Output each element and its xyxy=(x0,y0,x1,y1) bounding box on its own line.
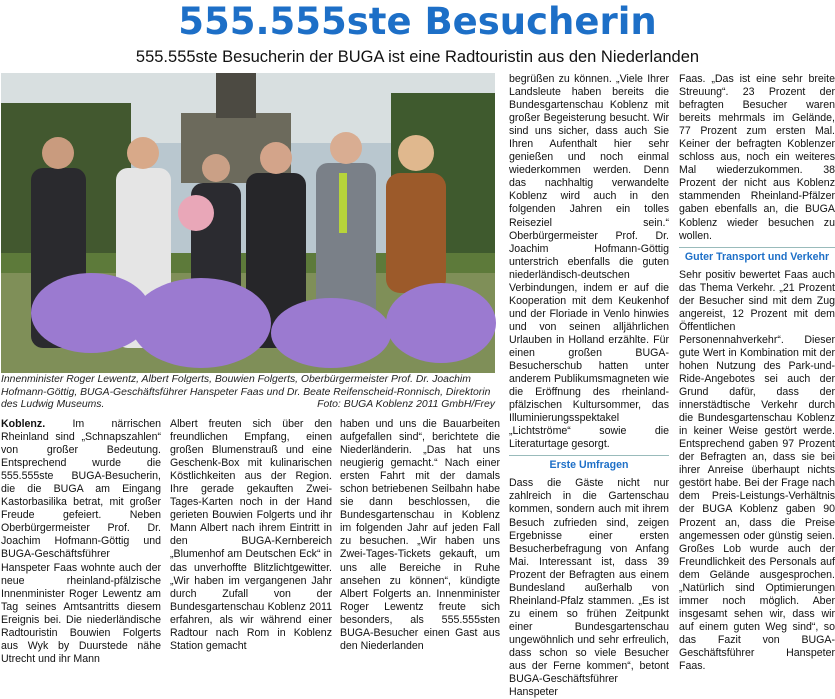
column-4-text-a: begrüßen zu können. „Viele Ihrer Landsleute haben bereits die Bundesgartenschau Koblenz mit großer Begeisterung besucht. Wir sind uns sicher, dass auch Sie Ihren Aufenthalt hier sehr genießen und noch einmal wiederkommen werden. Denn das nachhaltig verwandelte Koblenz wird auch in den folgenden Jahren ein tolles Reiseziel sein.“ Oberbürgermeister Prof. Dr. Joachim Hofmann-Göttig unterstrich ebenfalls die guten niederländisch-deutschen Verbindungen, indem er auf die Kooperation mit dem Keukenhof und der Floriade in Venlo hinwies und von seinen alljährlichen Urlauben in Holland erzählte. Für einen großen BUGA-Besucherschub hatten unter anderem Publikumsmagneten wie die Eröffnung des rheinland-pfälzischen Kultursommer, das Illuminierungsspektakel „Lichtströme“ sowie die Literaturtage gesorgt. xyxy=(509,73,669,451)
text-column-1 xyxy=(1,418,161,665)
headline: 555.555ste Besucherin xyxy=(178,0,657,43)
column-5-text-b: Sehr positiv bewertet Faas auch das Thema Verkehr. „21 Prozent der Besucher sind mit dem Zug angereist, 12 Prozent mit dem Öffentlichen Personennahverkehr“. Dieser gute Wert in Kombination mit der hohen Nutzung des Park-und-Ride-Angebotes sei auch der Grund dafür, dass der innerstädtische Verkehr durch die Bundesgartenschau Koblenz in keiner Weise gestört werde. Entsprechend gaben 97 Prozent der Befragten an, dass sie bei ihrer Anreise überhaupt nichts gestört habe. Bei der Frage nach dem Preis-Leistungs-Verhältnis der BUGA Koblenz gaben 90 Prozent an, dass die Preise angemessen oder günstig seien. Großes Lob wurde auch der Freundlichkeit des Personals auf dem Gelände ausgesprochen. „Natürlich sind Optimierungen immer noch möglich. Aber insgesamt sehen wir, dass wir auf einem guten Weg sind“, so das Fazit von BUGA-Geschäftsführer Hanspeter Faas. xyxy=(679,268,835,673)
text-column-4 xyxy=(509,73,669,699)
column-4-text-b: Dass die Gäste nicht nur zahlreich in die Gartenschau kommen, sondern auch mit ihrem Besuch zufrieden sind, zeigen Ergebnisse einer ersten Besucherbefragung von Anfang Mai. Interessant ist, dass 39 Prozent der Befragten aus einem Bundesland außerhalb von Rheinland-Pfalz stammen. „Es ist zu einem so frühen Zeitpunkt einer Bundesgartenschau ungewöhnlich und sehr erfreulich, dass schon so viele Besucher aus der Ferne kommen“, betont BUGA-Geschäftsführer Hanspeter xyxy=(509,477,669,699)
subhead-transport: Guter Transport und Verkehr xyxy=(679,247,835,264)
column-1-text: Im närrischen Rheinland sind „Schnapszahlen“ von großer Bedeutung. Entsprechend wurde die 555.555ste BUGA-Besucherin, die die BUGA am Eingang Kastorbasilika betrat, mit großer Freude gefeiert. Neben Oberbürgermeister Prof. Dr. Joachim Hofmann-Göttig und BUGA-Geschäftsführer Hanspeter Faas wohnte auch der neue rheinland-pfälzische Innenminister Roger Lewentz am Tag seines Amtsantritts diesem Ereignis bei. Die niederländische Radtouristin Bouwien Folgerts aus Wyk by Duurstede nähe Utrecht und ihr Mann xyxy=(1,418,161,665)
flower-bouquet xyxy=(178,195,214,231)
article-photo xyxy=(1,73,495,373)
text-column-2 xyxy=(170,418,332,652)
subheadline: 555.555ste Besucherin der BUGA ist eine Radtouristin aus den Niederlanden xyxy=(135,48,700,66)
column-5-text-a: Faas. „Das ist eine sehr breite Streuung“. 23 Prozent der befragten Besucher waren bereits mehrmals im Gelände, 77 Prozent zum ersten Mal. Keiner der befragten Koblenzer schloss aus, noch ein weiteres Mal wiederzukommen. 38 Prozent der nicht aus Koblenz stammenden Rheinland-Pfälzer gaben ebenfalls an, die BUGA Koblenz wieder besuchen zu wollen. xyxy=(679,73,835,242)
photo-caption xyxy=(1,374,495,412)
text-column-3 xyxy=(340,418,500,652)
column-2-text: Albert freuten sich über den freundlichen Empfang, einen großen Blumenstrauß und eine Geschenk-Box mit kulinarischen Köstlichkeiten aus der Region. Ihre gerade gekauften Zwei-Tages-Karten noch in der Hand gerieten Bouwien Folgerts und ihr Mann Albert nach ihrem Eintritt in den BUGA-Kernbereich „Blumenhof am Deutschen Eck“ in das unverhoffte Blitzlichtgewitter. „Wir haben im vergangenen Jahr durch Zufall von der Bundesgartenschau Koblenz 2011 erfahren, als wir während einer Radtour nach Rom in Koblenz Station gemacht xyxy=(170,418,332,652)
text-column-5 xyxy=(679,73,835,673)
subhead-erste-umfragen: Erste Umfragen xyxy=(509,455,669,472)
column-3-text: haben und uns die Bauarbeiten aufgefallen sind“, berichtete die Niederländerin. „Das hat uns neugierig gemacht.“ Nach einer ersten Fahrt mit der damals schon betriebenen Seilbahn habe sie dann beschlossen, die Bundesgartenschau in Koblenz im folgenden Jahr auf jeden Fall zu besuchen. „Wir haben uns Zwei-Tages-Tickets gekauft, um uns alle Bereiche in Ruhe ansehen zu können“, kündigte Albert Folgerts an. Innenminister Roger Lewentz freute sich besonders, als 555.555sten BUGA-Besucher einen Gast aus den Niederlanden xyxy=(340,418,500,652)
photo-credit: Foto: BUGA Koblenz 2011 GmbH/Frey xyxy=(317,399,495,411)
caption-text: Innenminister Roger Lewentz, Albert Folgerts, Bouwien Folgerts, Oberbürgermeister Prof. Dr. Joachim Hofmann-Göttig, BUGA-Geschäftsführer Hanspeter Faas und Dr. Beate Reifenscheid-Ronnisch, Direktorin des Ludwig Museums. xyxy=(1,374,491,411)
dateline: Koblenz. xyxy=(1,418,46,430)
